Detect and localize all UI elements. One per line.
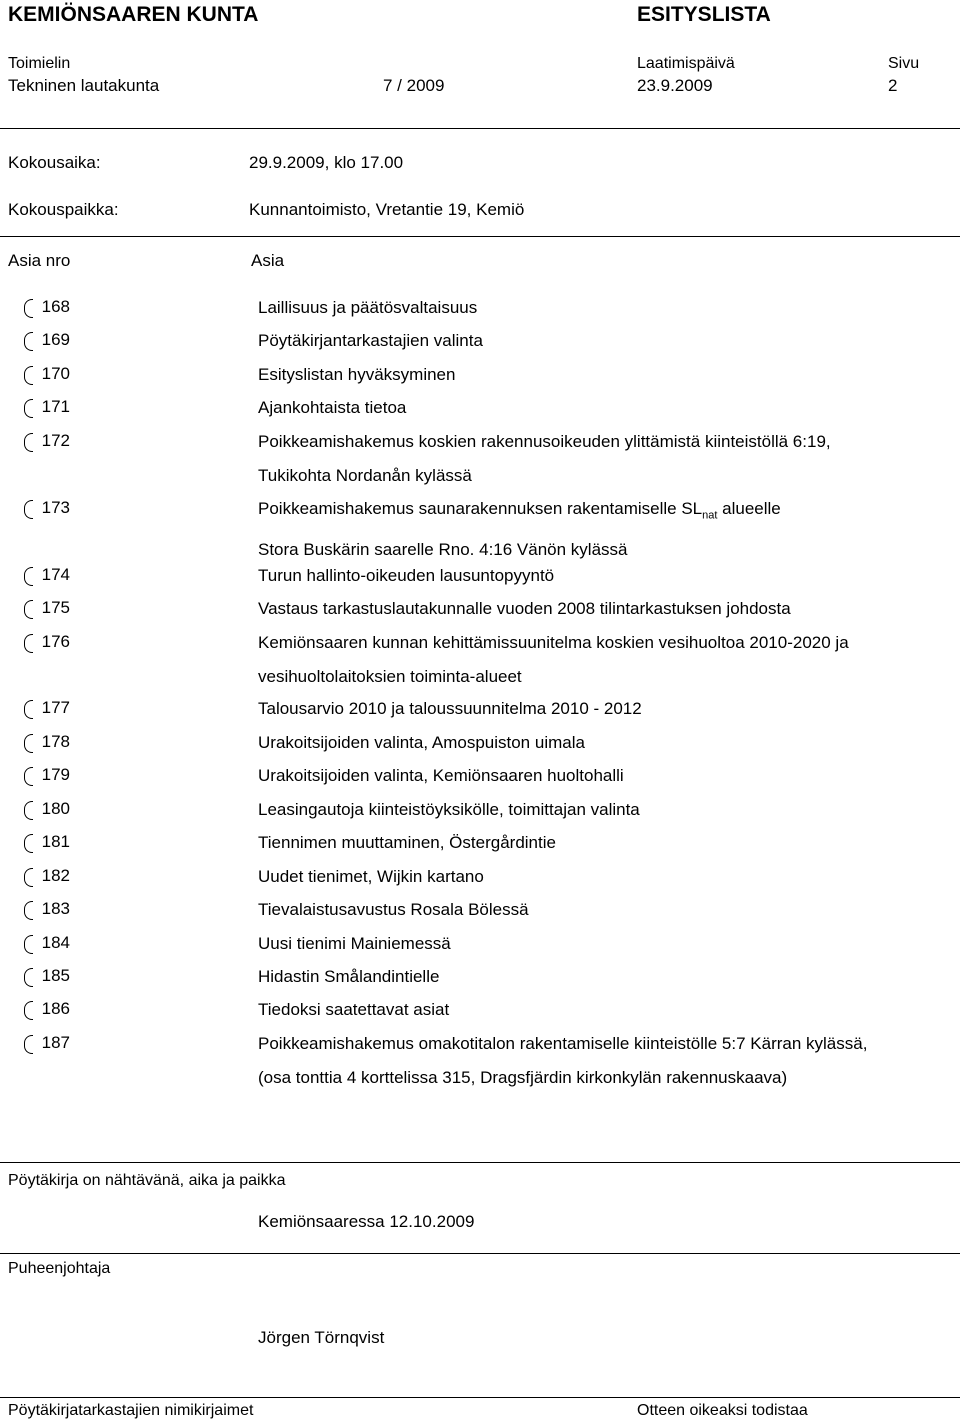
item-title-part: alueelle — [717, 499, 781, 518]
item-number: 176 — [41, 632, 70, 651]
signature-divider — [0, 1397, 960, 1398]
certified-label: Otteen oikeaksi todistaa — [637, 1402, 808, 1419]
item-number: 181 — [41, 832, 70, 851]
chair-label: Puheenjohtaja — [8, 1260, 111, 1277]
body-label: Toimielin — [8, 55, 71, 72]
item-number: 183 — [41, 899, 70, 918]
page-label: Sivu — [888, 55, 920, 72]
item-title: Urakoitsijoiden valinta, Amospuiston uimala — [258, 733, 585, 752]
column-header-number: Asia nro — [8, 251, 71, 270]
meta-divider — [0, 236, 960, 237]
chair-divider — [0, 1253, 960, 1254]
item-number: 173 — [41, 498, 70, 517]
item-title-line — [258, 492, 958, 533]
item-title: Hidastin Smålandintielle — [258, 967, 440, 986]
footer-divider — [0, 1162, 960, 1163]
item-title: Tiennimen muuttaminen, Östergårdintie — [258, 833, 556, 852]
organization-name: KEMIÖNSAAREN KUNTA — [8, 3, 259, 26]
item-number: 184 — [41, 933, 70, 952]
item-title-line: Stora Buskärin saarelle Rno. 4:16 Vänön kylässä — [258, 539, 628, 559]
item-number: 187 — [41, 1033, 70, 1052]
item-title — [258, 492, 958, 566]
item-title-line: Kemiönsaaren kunnan kehittämissuunitelma koskien vesihuoltoa 2010-2020 ja — [258, 633, 849, 652]
meeting-time-value: 29.9.2009, klo 17.00 — [249, 153, 404, 172]
item-title-line: Poikkeamishakemus omakotitalon rakentamiselle kiinteistölle 5:7 Kärran kylässä, — [258, 1034, 868, 1053]
item-title-line: (osa tonttia 4 korttelissa 315, Dragsfjärdin kirkonkylän rakennuskaava) — [258, 1067, 788, 1087]
availability-value: Kemiönsaaressa 12.10.2009 — [258, 1212, 475, 1231]
item-number: 175 — [41, 598, 70, 617]
item-number: 170 — [41, 364, 70, 383]
date-value: 23.9.2009 — [637, 76, 713, 95]
item-title — [258, 425, 958, 492]
item-number: 168 — [41, 297, 70, 316]
chair-name: Jörgen Törnqvist — [258, 1328, 385, 1347]
page-number: 2 — [888, 76, 898, 95]
item-title-part: Poikkeamishakemus saunarakennuksen rakentamiselle SL — [258, 499, 703, 518]
item-title-subscript: nat — [702, 509, 718, 522]
item-title: Pöytäkirjantarkastajien valinta — [258, 331, 483, 350]
item-number: 171 — [41, 397, 70, 416]
item-title — [258, 1027, 958, 1094]
meeting-time-label: Kokousaika: — [8, 153, 101, 172]
item-title: Esityslistan hyväksyminen — [258, 365, 456, 384]
item-title-line: Poikkeamishakemus koskien rakennusoikeuden ylittämistä kiinteistöllä 6:19, — [258, 432, 831, 451]
checkers-label: Pöytäkirjatarkastajien nimikirjaimet — [8, 1402, 254, 1419]
item-number: 174 — [41, 565, 70, 584]
item-title: Talousarvio 2010 ja taloussuunnitelma 2010 - 2012 — [258, 699, 642, 718]
item-number: 185 — [41, 966, 70, 985]
item-title: Tievalaistusavustus Rosala Bölessä — [258, 900, 529, 919]
date-label: Laatimispäivä — [637, 55, 735, 72]
item-title: Uudet tienimet, Wijkin kartano — [258, 867, 484, 886]
body-value: Tekninen lautakunta — [8, 76, 160, 95]
item-title: Uusi tienimi Mainiemessä — [258, 934, 451, 953]
item-number: 179 — [41, 765, 70, 784]
item-number: 177 — [41, 698, 70, 717]
item-title: Urakoitsijoiden valinta, Kemiönsaaren huoltohalli — [258, 766, 624, 785]
meeting-number: 7 / 2009 — [383, 76, 445, 95]
item-number: 178 — [41, 732, 70, 751]
meeting-place-value: Kunnantoimisto, Vretantie 19, Kemiö — [249, 200, 525, 219]
column-header-title: Asia — [251, 251, 285, 270]
item-title: Tiedoksi saatettavat asiat — [258, 1000, 450, 1019]
item-title: Leasingautoja kiinteistöyksikölle, toimittajan valinta — [258, 800, 640, 819]
availability-label: Pöytäkirja on nähtävänä, aika ja paikka — [8, 1172, 286, 1189]
meeting-place-label: Kokouspaikka: — [8, 200, 119, 219]
item-title: Vastaus tarkastuslautakunnalle vuoden 2008 tilintarkastuksen johdosta — [258, 599, 791, 618]
item-number: 182 — [41, 866, 70, 885]
item-number: 186 — [41, 999, 70, 1018]
item-number: 180 — [41, 799, 70, 818]
item-title: Ajankohtaista tietoa — [258, 398, 407, 417]
header-divider — [0, 128, 960, 129]
document-type: ESITYSLISTA — [637, 3, 771, 26]
item-title: Laillisuus ja päätösvaltaisuus — [258, 298, 478, 317]
item-title — [258, 626, 958, 693]
item-number: 172 — [41, 431, 70, 450]
item-title-line: vesihuoltolaitoksien toiminta-alueet — [258, 666, 522, 686]
item-title: Turun hallinto-oikeuden lausuntopyyntö — [258, 566, 555, 585]
item-title-line: Tukikohta Nordanån kylässä — [258, 465, 472, 485]
item-number: 169 — [41, 330, 70, 349]
